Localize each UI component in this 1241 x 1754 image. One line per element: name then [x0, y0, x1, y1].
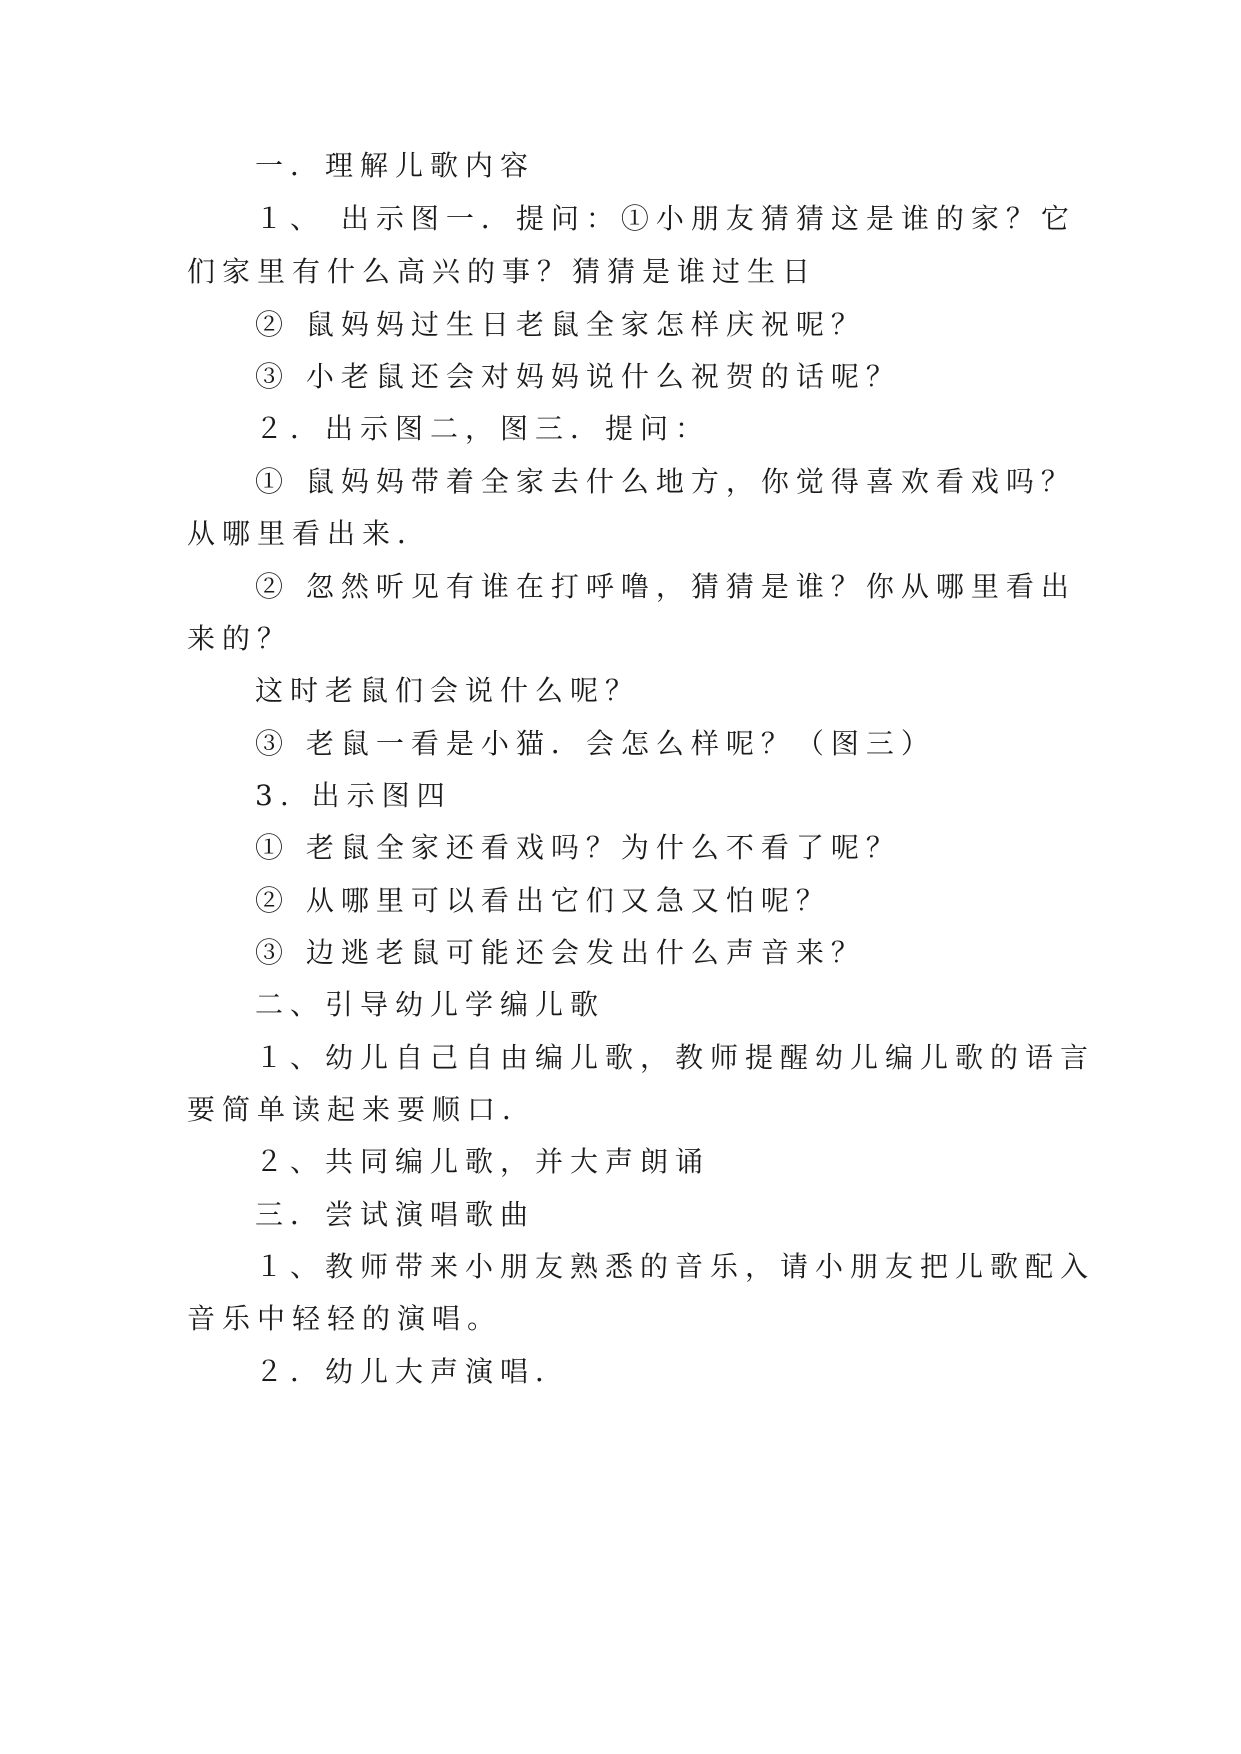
section-heading-1: 一．理解儿歌内容	[255, 149, 536, 182]
paragraph-line: 从哪里看出来．	[187, 517, 433, 550]
paragraph-line: ③ 小老鼠还会对妈妈说什么祝贺的话呢？	[255, 360, 901, 393]
paragraph-line: ２．出示图二，图三．提问：	[255, 412, 711, 445]
section-heading-2: 二、引导幼儿学编儿歌	[255, 988, 606, 1021]
paragraph-line: 来的？	[187, 622, 293, 655]
paragraph-line: ② 从哪里可以看出它们又急又怕呢？	[255, 884, 831, 917]
paragraph-line: 3. 出示图四	[255, 779, 452, 812]
paragraph-line: ① 老鼠全家还看戏吗？为什么不看了呢？	[255, 831, 901, 864]
paragraph-line: ２、共同编儿歌，并大声朗诵	[255, 1145, 711, 1178]
paragraph-line: 们家里有什么高兴的事？猜猜是谁过生日	[187, 255, 818, 288]
paragraph-line: ③ 边逃老鼠可能还会发出什么声音来？	[255, 936, 866, 969]
paragraph-line: ③ 老鼠一看是小猫．会怎么样呢？（图三）	[255, 727, 936, 760]
paragraph-line: １、 出示图一．提问：①小朋友猜猜这是谁的家？它	[255, 202, 1076, 235]
paragraph-line: ② 忽然听见有谁在打呼噜，猜猜是谁？你从哪里看出	[255, 570, 1076, 603]
paragraph-line: １、幼儿自己自由编儿歌，教师提醒幼儿编儿歌的语言	[255, 1041, 1096, 1074]
paragraph-line: ① 鼠妈妈带着全家去什么地方，你觉得喜欢看戏吗？	[255, 465, 1076, 498]
section-heading-3: 三．尝试演唱歌曲	[255, 1198, 536, 1231]
paragraph-line: １、教师带来小朋友熟悉的音乐，请小朋友把儿歌配入	[255, 1250, 1096, 1283]
paragraph-line: 音乐中轻轻的演唱。	[187, 1302, 503, 1335]
paragraph-line: ２．幼儿大声演唱．	[255, 1355, 571, 1388]
paragraph-line: 要简单读起来要顺口．	[187, 1093, 538, 1126]
paragraph-line: 这时老鼠们会说什么呢？	[255, 674, 641, 707]
paragraph-line: ② 鼠妈妈过生日老鼠全家怎样庆祝呢？	[255, 308, 866, 341]
